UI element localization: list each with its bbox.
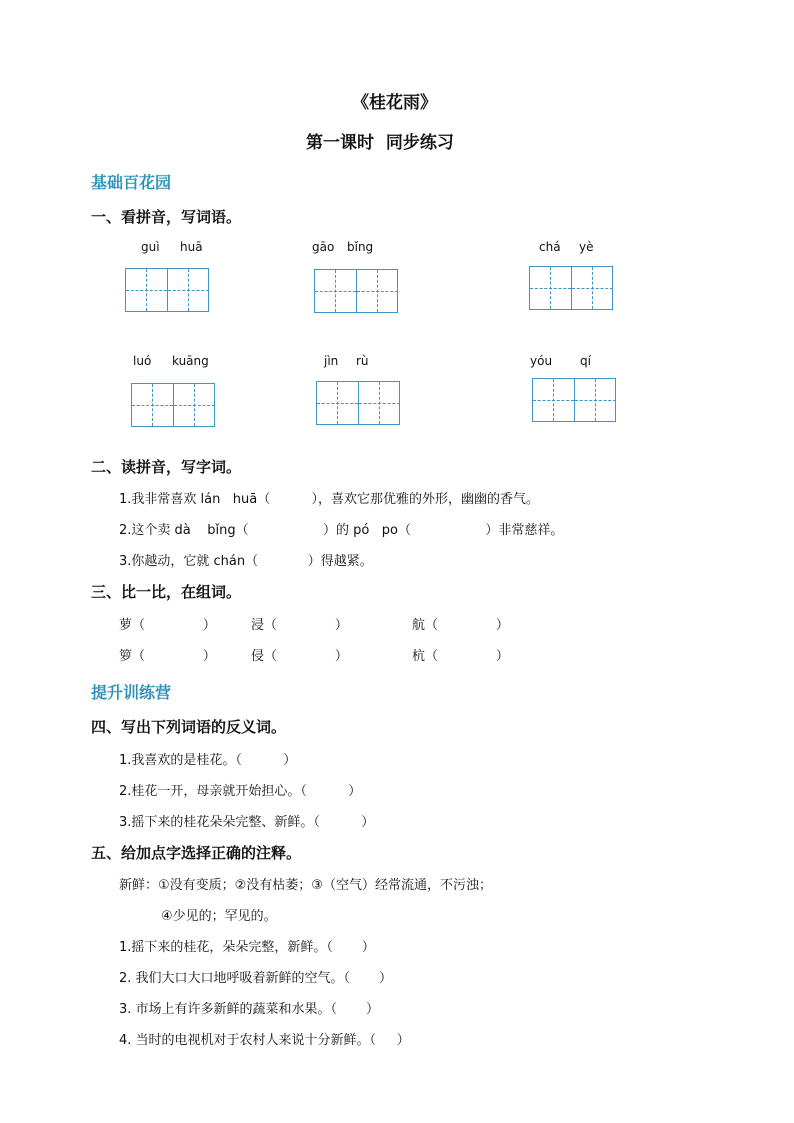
question-4-heading: 四、写出下列词语的反义词。: [91, 718, 287, 736]
question-2-item: 2.这个卖 dà bǐng（ ）的 pó po（ ）非常慈祥。: [119, 523, 564, 538]
pinyin-label: yóu: [530, 354, 553, 368]
writing-grid-box[interactable]: [532, 378, 616, 422]
pinyin-label: yè: [579, 240, 594, 254]
compare-word-item: 侵（ ）: [251, 649, 348, 664]
compare-word-item: 浸（ ）: [251, 618, 348, 633]
writing-grid-box[interactable]: [125, 268, 209, 312]
question-5-item: 4. 当时的电视机对于农村人来说十分新鲜。（ ）: [119, 1033, 410, 1048]
pinyin-label: luó: [133, 354, 152, 368]
page-subtitle: 第一课时 同步练习: [306, 133, 454, 153]
pinyin-label: rù: [356, 354, 369, 368]
section-title-basic: 基础百花园: [91, 173, 172, 192]
page-title: 《桂花雨》: [352, 93, 437, 113]
pinyin-label: bǐng: [347, 240, 374, 254]
pinyin-label: guì: [141, 240, 160, 254]
question-2-item: 3.你越动，它就 chán（ ）得越紧。: [119, 554, 373, 569]
question-4-item: 3.摇下来的桂花朵朵完整、新鲜。（ ）: [119, 815, 375, 830]
pinyin-label: jìn: [324, 354, 339, 368]
pinyin-label: gāo: [312, 240, 335, 254]
question-3-heading: 三、比一比，在组词。: [91, 583, 242, 601]
writing-grid-box[interactable]: [314, 269, 398, 313]
writing-grid-box[interactable]: [316, 381, 400, 425]
compare-word-item: 箩（ ）: [119, 649, 216, 664]
compare-word-item: 航（ ）: [412, 618, 509, 633]
pinyin-label: qí: [580, 354, 591, 368]
pinyin-label: huā: [180, 240, 203, 254]
pinyin-label: kuāng: [172, 354, 209, 368]
question-5-item: 1.摇下来的桂花，朵朵完整，新鲜。（ ）: [119, 940, 375, 955]
writing-grid-box[interactable]: [131, 383, 215, 427]
question-4-item: 1.我喜欢的是桂花。（ ）: [119, 753, 297, 768]
pinyin-label: chá: [539, 240, 561, 254]
question-2-heading: 二、读拼音，写字词。: [91, 458, 242, 476]
question-5-heading: 五、给加点字选择正确的注释。: [91, 844, 302, 862]
question-2-item: 1.我非常喜欢 lán huā（ ），喜欢它那优雅的外形，幽幽的香气。: [119, 492, 540, 507]
compare-word-item: 杭（ ）: [412, 649, 509, 664]
section-title-advanced: 提升训练营: [91, 683, 172, 702]
writing-grid-box[interactable]: [529, 266, 613, 310]
question-5-item: 2. 我们大口大口地呼吸着新鲜的空气。（ ）: [119, 971, 392, 986]
definition-line: 新鲜：①没有变质；②没有枯萎；③（空气）经常流通，不污浊；: [119, 878, 492, 893]
question-1-heading: 一、看拼音，写词语。: [91, 208, 242, 226]
question-4-item: 2.桂花一开，母亲就开始担心。（ ）: [119, 784, 362, 799]
definition-line: ④少见的；罕见的。: [161, 909, 277, 924]
compare-word-item: 萝（ ）: [119, 618, 216, 633]
question-5-item: 3. 市场上有许多新鲜的蔬菜和水果。（ ）: [119, 1002, 379, 1017]
